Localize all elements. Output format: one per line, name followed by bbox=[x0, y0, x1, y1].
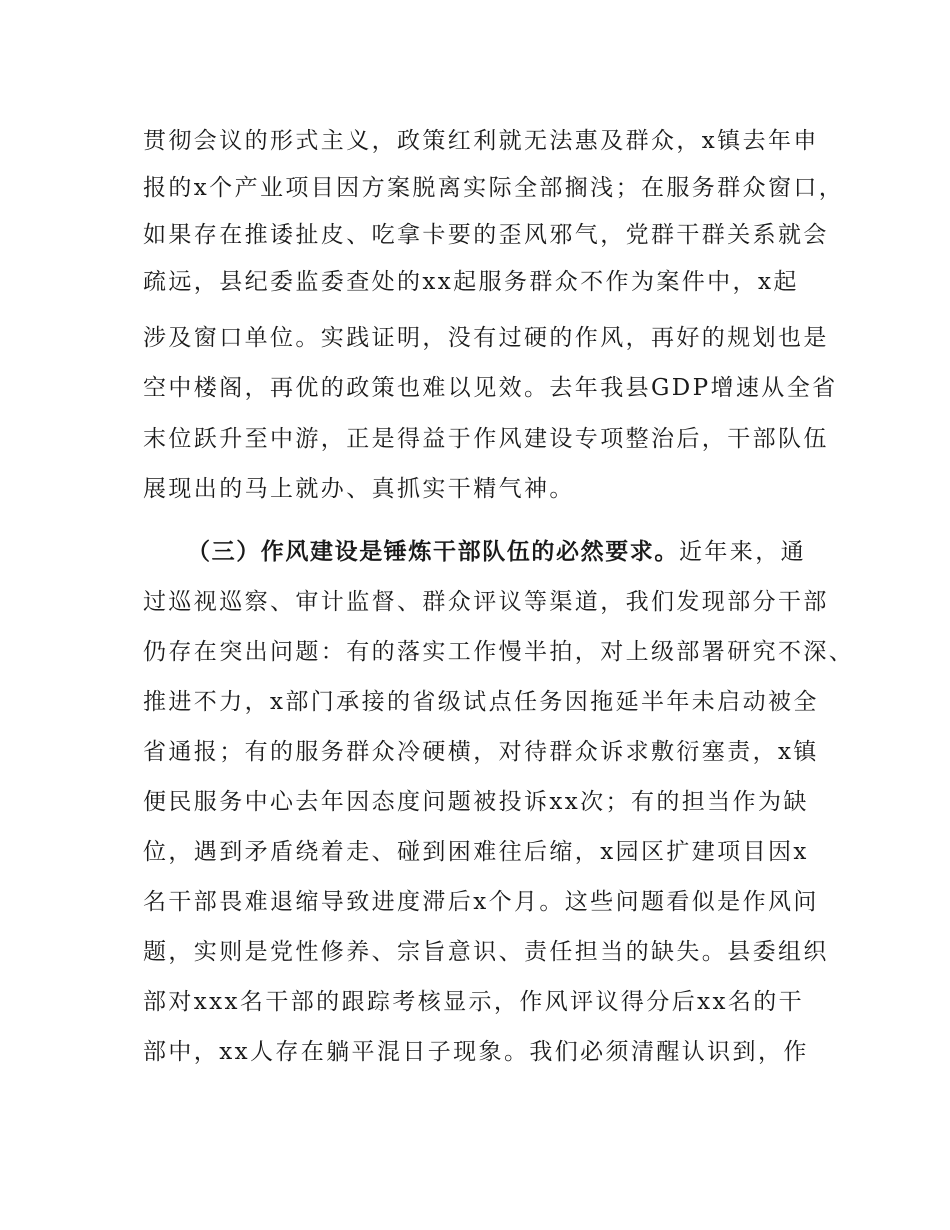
paragraph-2-line-10: 部对xxx名干部的跟踪考核显示，作风评议得分后xx名的干 bbox=[143, 989, 805, 1015]
paragraph-2-line-11: 部中，xx人存在躺平混日子现象。我们必须清醒认识到，作 bbox=[143, 1039, 809, 1065]
paragraph-2-line-5: 省通报；有的服务群众冷硬横，对待群众诉求敷衍塞责，x镇 bbox=[143, 739, 819, 765]
paragraph-1-line-8: 展现出的马上就办、真抓实干精气神。 bbox=[143, 476, 575, 502]
paragraph-2-line-4: 推进不力，x部门承接的省级试点任务因拖延半年未启动被全 bbox=[143, 689, 819, 715]
paragraph-2-line-3: 仍存在突出问题：有的落实工作慢半拍，对上级部署研究不深、 bbox=[143, 639, 855, 665]
section-heading: （三）作风建设是锤炼干部队伍的必然要求。 bbox=[187, 539, 679, 565]
paragraph-1-line-4: 疏远，县纪委监委查处的xx起服务群众不作为案件中，x起 bbox=[143, 269, 799, 295]
paragraph-2-line-9: 题，实则是党性修养、宗旨意识、责任担当的缺失。县委组织 bbox=[143, 939, 829, 965]
paragraph-2-first-line-rest: 近年来，通 bbox=[679, 539, 806, 565]
paragraph-2-line-8: 名干部畏难退缩导致进度滞后x个月。这些问题看似是作风问 bbox=[143, 889, 819, 915]
paragraph-2-line-2: 过巡视巡察、审计监督、群众评议等渠道，我们发现部分干部 bbox=[143, 589, 829, 615]
paragraph-2-line-6: 便民服务中心去年因态度问题被投诉xx次；有的担当作为缺 bbox=[143, 789, 809, 815]
paragraph-1-line-5: 涉及窗口单位。实践证明，没有过硬的作风，再好的规划也是 bbox=[143, 325, 829, 351]
paragraph-1-line-6: 空中楼阁，再优的政策也难以见效。去年我县GDP增速从全省 bbox=[143, 375, 838, 401]
paragraph-1-line-3: 如果存在推诿扯皮、吃拿卡要的歪风邪气，党群干群关系就会 bbox=[143, 222, 829, 248]
paragraph-1-line-2: 报的x个产业项目因方案脱离实际全部搁浅；在服务群众窗口， bbox=[143, 175, 845, 201]
paragraph-2-line-7: 位，遇到矛盾绕着走、碰到困难往后缩，x园区扩建项目因x bbox=[143, 839, 809, 865]
paragraph-1-line-7: 末位跃升至中游，正是得益于作风建设专项整治后，干部队伍 bbox=[143, 426, 829, 452]
paragraph-1-line-1: 贯彻会议的形式主义，政策红利就无法惠及群众，x镇去年申 bbox=[143, 128, 819, 154]
paragraph-2-first-line bbox=[187, 537, 806, 567]
